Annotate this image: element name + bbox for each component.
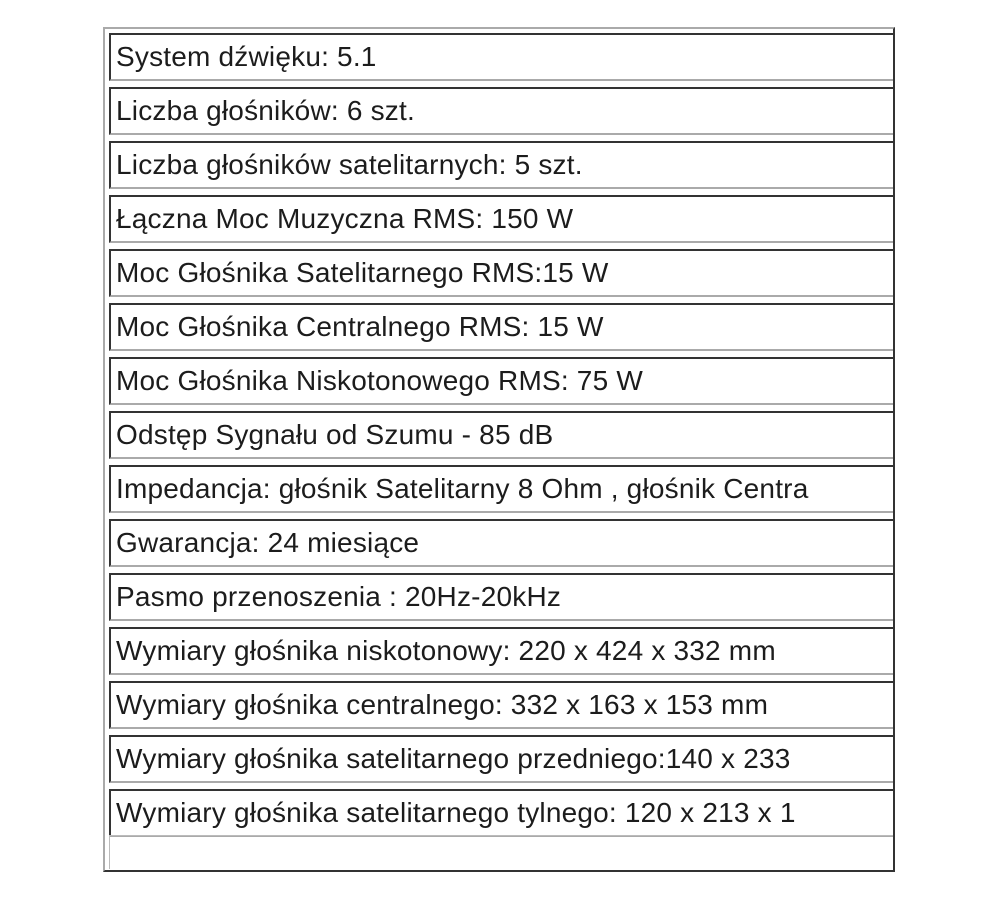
spec-row-text: Wymiary głośnika centralnego: 332 x 163 x 153 mm [116, 689, 769, 720]
spec-row [109, 249, 895, 297]
spec-row-text: Liczba głośników: 6 szt. [116, 95, 415, 126]
spec-table [103, 27, 895, 872]
spec-row-text: Impedancja: głośnik Satelitarny 8 Ohm , głośnik Centra [116, 473, 809, 504]
spec-row [109, 303, 895, 351]
spec-row [109, 519, 895, 567]
spec-row [109, 573, 895, 621]
spec-row [109, 735, 895, 783]
spec-row-text: Łączna Moc Muzyczna RMS: 150 W [116, 203, 574, 234]
spec-row [109, 465, 895, 513]
empty-table-cell [109, 835, 895, 869]
spec-row-text: Wymiary głośnika satelitarnego przedniego:140 x 233 [116, 743, 791, 774]
spec-row [109, 411, 895, 459]
spec-row [109, 33, 895, 81]
spec-row-text: Odstęp Sygnału od Szumu - 85 dB [116, 419, 554, 450]
spec-row [109, 357, 895, 405]
spec-row-text: Liczba głośników satelitarnych: 5 szt. [116, 149, 583, 180]
spec-row-text: Wymiary głośnika niskotonowy: 220 x 424 x 332 mm [116, 635, 776, 666]
spec-row [109, 141, 895, 189]
spec-row [109, 789, 895, 837]
spec-row [109, 195, 895, 243]
spec-row [109, 681, 895, 729]
spec-row-text: Moc Głośnika Centralnego RMS: 15 W [116, 311, 604, 342]
spec-row-text: Pasmo przenoszenia : 20Hz-20kHz [116, 581, 562, 612]
spec-row [109, 627, 895, 675]
spec-row-text: Gwarancja: 24 miesiące [116, 527, 420, 558]
spec-row [109, 87, 895, 135]
spec-row-text: Moc Głośnika Niskotonowego RMS: 75 W [116, 365, 643, 396]
spec-row-text: System dźwięku: 5.1 [116, 41, 377, 72]
spec-row-text: Wymiary głośnika satelitarnego tylnego: 120 x 213 x 1 [116, 797, 796, 828]
spec-row-text: Moc Głośnika Satelitarnego RMS:15 W [116, 257, 609, 288]
